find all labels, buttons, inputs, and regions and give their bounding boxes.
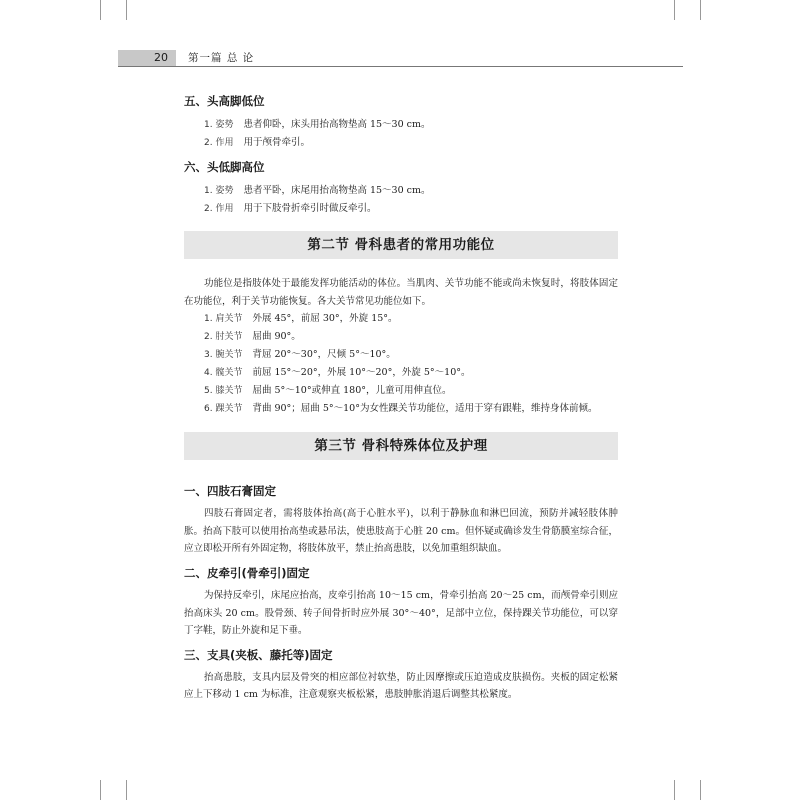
paragraph: 为保持反牵引，床尾应抬高，皮牵引抬高 10～15 cm，骨牵引抬高 20～25 cm，而颅骨牵引则应抬高床头 20 cm。股骨颈、转子间骨折时应外展 30°～40°，足部中立位，保持踝关节功能位，可以穿丁字鞋，防止外旋和足下垂。 [184, 589, 618, 637]
paragraph: 四肢石膏固定者，需将肢体抬高(高于心脏水平)，以利于静脉血和淋巴回流，预防并减轻肢体肿胀。抬高下肢可以使用抬高垫或悬吊法，使患肢高于心脏 20 cm。但怀疑或确诊发生骨筋膜室综合征，应立即松开所有外固定物，将肢体放平，禁止抬高患肢，以免加重组织缺血。 [184, 508, 618, 555]
section-heading: 三、支具(夹板、藤托等)固定 [184, 647, 333, 662]
subsection-cast [184, 482, 618, 558]
item-text: 前屈 15°～20°，外展 10°～20°，外旋 5°～10°。 [252, 367, 471, 379]
header-rule [118, 66, 683, 67]
paragraph: 功能位是指肢体处于最能发挥功能活动的体位。当肌肉、关节功能不能或尚未恢复时，将肢体固定在功能位，利于关节功能恢复。各大关节常见功能位如下。 [184, 278, 618, 307]
item-label: 3. 腕关节 [204, 350, 243, 361]
crop-mark [674, 780, 675, 800]
paragraph: 抬高患肢，支具内层及骨突的相应部位衬软垫，防止因摩擦或压迫造成皮肤损伤。夹板的固定松紧应上下移动 1 cm 为标准，注意观察夹板松紧，患肢肿胀消退后调整其松紧度。 [184, 671, 618, 701]
crop-mark [700, 780, 701, 800]
item-label: 4. 髋关节 [204, 368, 243, 379]
item-text: 背曲 90°；屈曲 5°～10°为女性踝关节功能位，适用于穿有跟鞋，维持身体前倾。 [252, 403, 598, 415]
section-head-low-position [184, 158, 618, 218]
crop-mark [700, 0, 701, 20]
item-text: 患者平卧，床尾用抬高物垫高 15～30 cm。 [243, 185, 431, 196]
section-heading: 二、皮牵引(骨牵引)固定 [184, 565, 310, 580]
item-text: 患者仰卧，床头用抬高物垫高 15～30 cm。 [243, 119, 431, 130]
list-item [184, 382, 618, 400]
list-item [184, 364, 618, 382]
list-item [184, 134, 618, 152]
running-header-title: 第一篇 总 论 [188, 52, 255, 64]
crop-mark [100, 780, 101, 800]
item-label: 2. 肘关节 [204, 332, 243, 343]
item-label: 2. 作用 [204, 138, 234, 148]
item-label: 1. 姿势 [204, 186, 234, 196]
item-label: 5. 膝关节 [204, 386, 243, 397]
item-text: 背屈 20°～30°，尺倾 5°～10°。 [252, 349, 396, 361]
list-item [184, 310, 618, 328]
crop-mark [126, 780, 127, 800]
section-heading: 六、头低脚高位 [184, 160, 265, 174]
function-position-block [184, 275, 618, 418]
item-text: 屈曲 5°～10°或伸直 180°，儿童可用伸直位。 [252, 385, 452, 397]
item-text: 外展 45°，前屈 30°，外旋 15°。 [252, 313, 398, 325]
subsection-traction [184, 564, 618, 640]
item-text: 用于下肢骨折牵引时做反牵引。 [243, 203, 377, 214]
item-label: 1. 姿势 [204, 120, 234, 130]
item-text: 屈曲 90°。 [252, 331, 301, 343]
item-label: 2. 作用 [204, 204, 234, 214]
list-item [184, 116, 618, 134]
crop-mark [126, 0, 127, 20]
chapter-section-banner: 第二节 骨科患者的常用功能位 [184, 231, 618, 259]
chapter-section-banner: 第三节 骨科特殊体位及护理 [184, 432, 618, 460]
crop-mark [674, 0, 675, 20]
section-heading: 五、头高脚低位 [184, 94, 265, 108]
list-item [184, 200, 618, 218]
list-item [184, 182, 618, 200]
crop-mark [100, 0, 101, 20]
list-item [184, 400, 618, 418]
item-label: 1. 肩关节 [204, 314, 243, 325]
list-item [184, 328, 618, 346]
item-label: 6. 踝关节 [204, 404, 243, 415]
section-head-high-position [184, 92, 618, 152]
section-heading: 一、四肢石膏固定 [184, 484, 276, 499]
list-item [184, 346, 618, 364]
subsection-brace [184, 646, 618, 704]
page-content [184, 80, 618, 704]
item-text: 用于颅骨牵引。 [243, 137, 310, 148]
page-number: 20 [118, 50, 176, 66]
